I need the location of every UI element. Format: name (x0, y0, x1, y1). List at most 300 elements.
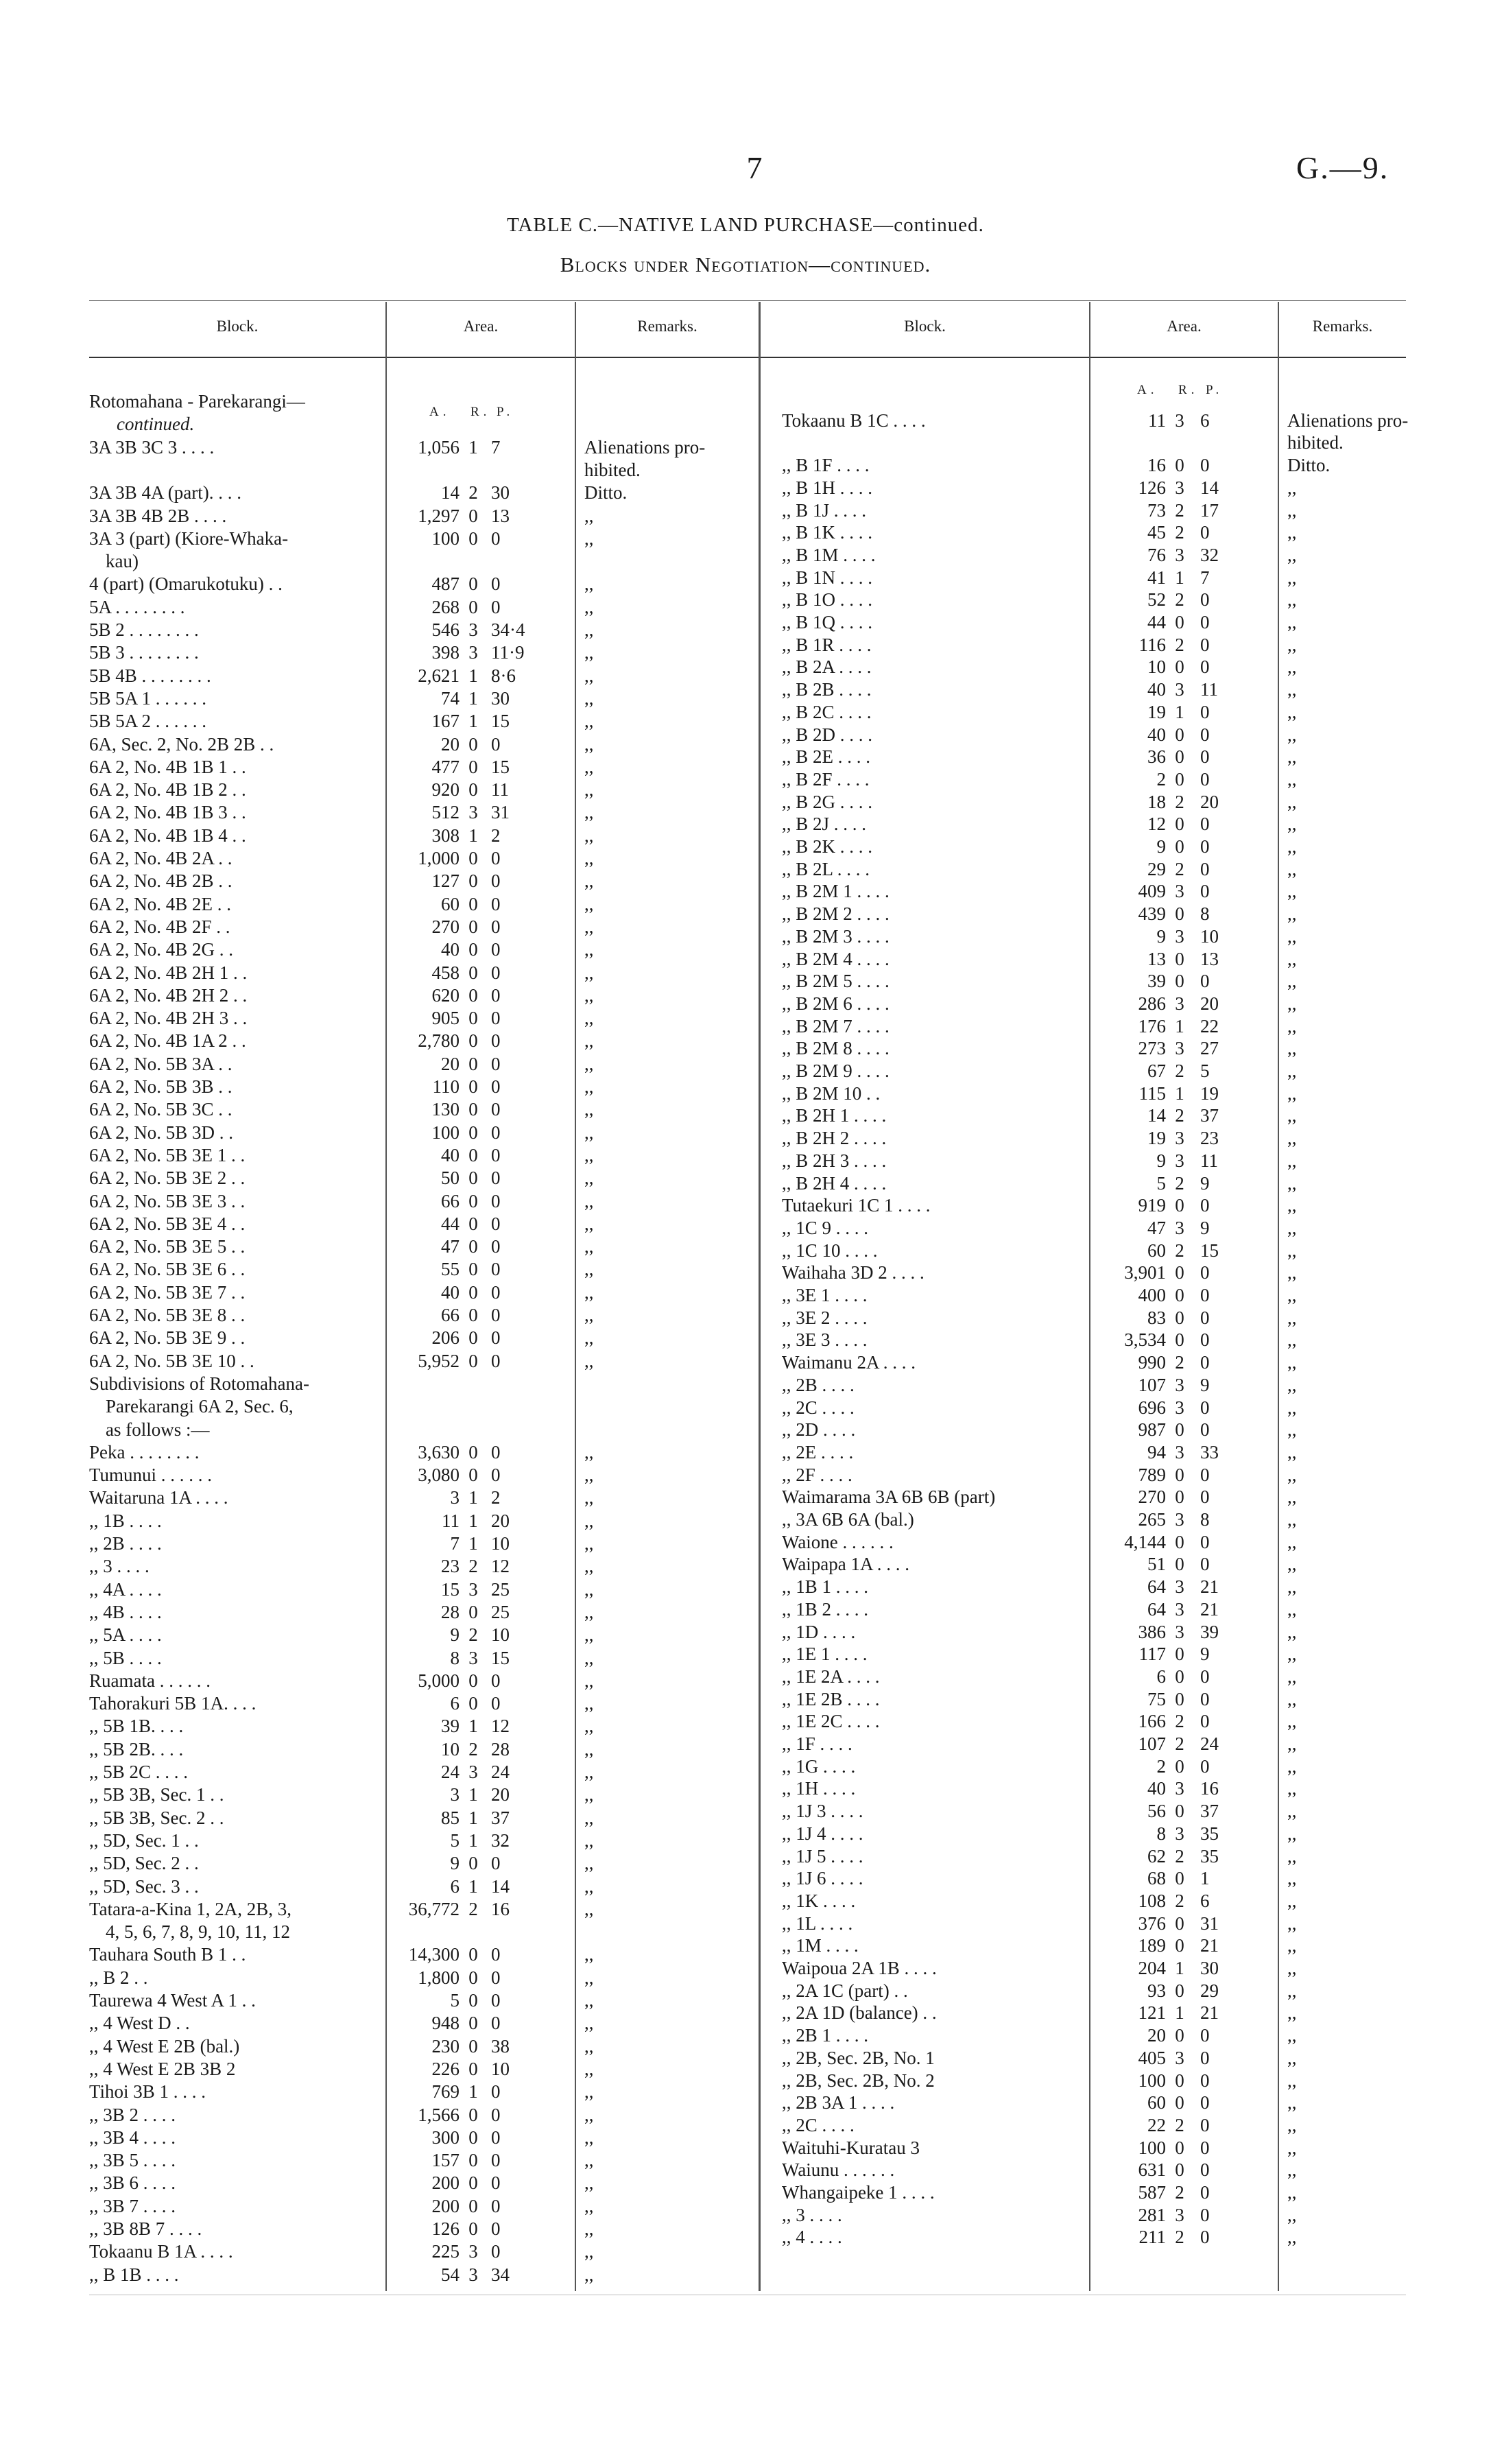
area-acres-cell: 268 (431, 596, 460, 617)
area-acres-cell: 3,080 (418, 1465, 460, 1486)
area-roods-cell: 0 (468, 939, 478, 960)
area-roods-cell: 0 (1175, 768, 1184, 790)
block-cell: 6A 2, No. 5B 3D . . (89, 1122, 234, 1143)
area-acres-cell: 12 (1147, 814, 1166, 835)
remarks-cell: ,, (1287, 1509, 1297, 1530)
area-acres-cell: 18 (1147, 791, 1166, 812)
area-acres-cell: 40 (1147, 1778, 1166, 1799)
block-cell: ,, 1E 2C . . . . (782, 1711, 880, 1732)
block-cell: 3A 3 (part) (Kiore-Whaka- (89, 528, 289, 549)
area-roods-cell: 3 (1175, 993, 1184, 1014)
table-row (0, 2203, 1491, 2227)
block-cell: ,, 4 West E 2B (bal.) (89, 2035, 240, 2057)
area-roods-cell: 0 (1175, 455, 1184, 476)
area-perches-cell: 2 (491, 1487, 501, 1508)
block-cell: ,, B 1M . . . . (782, 544, 876, 565)
area-acres-cell: 115 (1138, 1082, 1166, 1104)
remarks-cell: ,, (584, 1236, 594, 1257)
remarks-cell: ,, (584, 733, 594, 755)
block-cell: ,, B 2M 5 . . . . (782, 971, 890, 992)
area-roods-cell: 0 (1175, 1868, 1184, 1889)
area-acres-cell: 23 (441, 1556, 460, 1577)
table-row (0, 879, 1491, 903)
area-acres-cell: 281 (1138, 2204, 1166, 2225)
area-acres-cell: 121 (1138, 2002, 1166, 2024)
area-perches-cell: 0 (1200, 1688, 1210, 1709)
area-roods-cell: 0 (1175, 1935, 1184, 1956)
table-row (0, 2091, 1491, 2114)
block-cell: ,, 2C . . . . (782, 2114, 855, 2135)
area-acres-cell: 19 (1147, 701, 1166, 722)
table-row (0, 1732, 1491, 1755)
area-acres-cell: 41 (1147, 567, 1166, 588)
area-perches-cell: 0 (1200, 2227, 1210, 2248)
remarks-cell: ,, (1287, 1329, 1297, 1351)
area-perches-cell: 0 (1200, 746, 1210, 768)
block-cell: ,, 2B 1 . . . . (782, 2025, 869, 2046)
remarks-cell: ,, (1287, 1082, 1297, 1104)
area-roods-cell: 0 (1175, 724, 1184, 745)
table-row (0, 1799, 1491, 1823)
remarks-cell: ,, (1287, 2114, 1297, 2135)
unit-roods-right: R. (1178, 383, 1199, 397)
area-perches-cell: 0 (1200, 612, 1210, 632)
block-cell: Taurewa 4 West A 1 . . (89, 1990, 256, 2011)
area-roods-cell: 0 (1175, 1688, 1184, 1709)
block-cell: ,, 1J 6 . . . . (782, 1868, 863, 1889)
area-acres-cell: 116 (1138, 634, 1166, 655)
block-cell: ,, 1D . . . . (782, 1621, 856, 1642)
area-perches-cell: 0 (1200, 522, 1210, 543)
remarks-cell: ,, (584, 1030, 594, 1052)
area-roods-cell: 2 (1175, 1711, 1184, 1732)
area-perches-cell: 0 (491, 1853, 501, 1874)
area-acres-cell: 15 (441, 1578, 460, 1600)
area-roods-cell: 3 (1175, 1576, 1184, 1598)
area-roods-cell: 3 (468, 1578, 478, 1600)
area-roods-cell: 2 (1175, 791, 1184, 812)
area-roods-cell: 3 (1175, 1397, 1184, 1418)
area-acres-cell: 226 (431, 2058, 460, 2079)
area-roods-cell: 0 (468, 962, 478, 983)
area-acres-cell: 204 (1138, 1958, 1166, 1978)
area-perches-cell: 0 (1200, 858, 1210, 879)
block-cell: ,, B 2D . . . . (782, 724, 873, 745)
block-cell: ,, 4A . . . . (89, 1578, 162, 1600)
block-cell: ,, 1B . . . . (89, 1510, 162, 1531)
block-cell: 6A 2, No. 5B 3E 3 . . (89, 1190, 246, 1211)
block-cell: ,, 1H . . . . (782, 1778, 856, 1799)
block-cell: 6A 2, No. 5B 3E 4 . . (89, 1213, 246, 1234)
remarks-cell: ,, (584, 2241, 594, 2262)
area-roods-cell: 0 (468, 505, 478, 526)
remarks-cell: ,, (584, 573, 594, 595)
area-roods-cell: 3 (1175, 410, 1184, 431)
remarks-cell: ,, (584, 1853, 594, 1874)
block-cell: ,, B 2F . . . . (782, 768, 870, 790)
area-acres-cell: 74 (441, 687, 460, 709)
remarks-cell: ,, (584, 1327, 594, 1349)
remarks-cell: ,, (584, 1350, 594, 1371)
block-cell: ,, 5A . . . . (89, 1624, 162, 1646)
area-acres-cell: 100 (1138, 2070, 1166, 2091)
area-perches-cell: 27 (1200, 1038, 1219, 1059)
area-perches-cell: 37 (1200, 1105, 1219, 1126)
area-perches-cell: 24 (1200, 1733, 1219, 1754)
remarks-cell: ,, (584, 2058, 594, 2079)
block-cell: ,, 1K . . . . (782, 1890, 856, 1911)
table-row (0, 790, 1491, 814)
remarks-cell: ,, (1287, 1150, 1297, 1171)
area-roods-cell: 0 (468, 1030, 478, 1052)
area-perches-cell: 13 (491, 505, 510, 526)
area-perches-cell: 0 (491, 962, 501, 983)
block-cell: Tokaanu B 1A . . . . (89, 2241, 233, 2262)
area-acres-cell: 5 (450, 1829, 460, 1851)
table-row (0, 1126, 1491, 1150)
area-perches-cell: 15 (1200, 1240, 1219, 1261)
remarks-cell: ,, (1287, 1912, 1297, 1934)
table-row (0, 1552, 1491, 1576)
area-acres-cell: 376 (1138, 1912, 1166, 1934)
area-roods-cell: 2 (468, 1624, 478, 1646)
area-roods-cell: 3 (1175, 2204, 1184, 2225)
block-cell: 5B 2 . . . . . . . . (89, 619, 199, 640)
remarks-cell: ,, (584, 2013, 594, 2034)
area-roods-cell: 3 (1175, 925, 1184, 947)
table-row (0, 2069, 1491, 2092)
area-roods-cell: 0 (468, 1236, 478, 1257)
area-perches-cell: 32 (1200, 544, 1219, 565)
area-acres-cell: 13 (1147, 948, 1166, 969)
block-cell: ,, 5D, Sec. 2 . . (89, 1853, 199, 1874)
block-cell: ,, B 1Q . . . . (782, 612, 873, 632)
block-cell: ,, 3E 2 . . . . (782, 1307, 868, 1328)
area-perches-cell: 0 (491, 848, 501, 868)
area-perches-cell: 20 (491, 1784, 510, 1805)
area-roods-cell: 2 (1175, 634, 1184, 655)
area-perches-cell: 0 (1200, 1755, 1210, 1777)
block-cell: ,, 3E 1 . . . . (782, 1285, 868, 1305)
area-perches-cell: 5 (1200, 1061, 1210, 1081)
block-cell: ,, 3 . . . . (89, 1556, 150, 1577)
area-perches-cell: 8 (1200, 1509, 1210, 1530)
table-row (0, 768, 1491, 791)
block-cell: 4 (part) (Omarukotuku) . . (89, 573, 283, 595)
area-roods-cell: 0 (468, 916, 478, 937)
remarks-cell: ,, (584, 1122, 594, 1143)
area-roods-cell: 0 (468, 1670, 478, 1691)
area-perches-cell: 0 (1200, 814, 1210, 835)
unit-acres-right: A. (1137, 383, 1158, 397)
area-acres-cell: 67 (1147, 1061, 1166, 1081)
remarks-cell: ,, (584, 1624, 594, 1646)
area-acres-cell: 36,772 (408, 1898, 460, 1919)
remarks-cell: ,, (584, 1738, 594, 1760)
area-acres-cell: 8 (450, 1647, 460, 1668)
remarks-cell: ,, (584, 1465, 594, 1486)
area-roods-cell: 0 (1175, 1554, 1184, 1575)
area-acres-cell: 40 (441, 939, 460, 960)
remarks-cell: ,, (1287, 2159, 1297, 2181)
area-acres-cell: 2,780 (418, 1030, 460, 1052)
area-acres-cell: 1,800 (418, 1967, 460, 1988)
block-cell: ,, 4 West D . . (89, 2013, 190, 2034)
remarks-cell: ,, (1287, 1576, 1297, 1598)
area-perches-cell: 0 (1200, 2204, 1210, 2225)
area-roods-cell: 3 (1175, 1441, 1184, 1462)
remarks-cell: ,, (1287, 1397, 1297, 1418)
area-roods-cell: 0 (1175, 814, 1184, 835)
area-acres-cell: 45 (1147, 522, 1166, 543)
table-row (0, 835, 1491, 858)
area-acres-cell: 5,000 (418, 1670, 460, 1691)
area-acres-cell: 14 (1147, 1105, 1166, 1126)
area-roods-cell: 2 (1175, 1061, 1184, 1081)
area-perches-cell: 0 (1200, 2159, 1210, 2181)
remarks-cell: ,, (584, 1578, 594, 1600)
area-perches-cell: 10 (491, 2058, 510, 2079)
area-acres-cell: 16 (1147, 455, 1166, 476)
remarks-cell: ,, (1287, 1195, 1297, 1216)
area-perches-cell: 15 (491, 1647, 510, 1668)
block-cell: Whangaipeke 1 . . . . (782, 2182, 935, 2203)
area-acres-cell: 9 (450, 1853, 460, 1874)
table-row (0, 1530, 1491, 1554)
block-cell: 6A 2, No. 5B 3B . . (89, 1076, 232, 1097)
block-cell: ,, B 2G . . . . (782, 791, 873, 812)
block-cell: 6A 2, No. 4B 1A 2 . . (89, 1030, 246, 1052)
block-cell: ,, 5B . . . . (89, 1647, 162, 1668)
remarks-cell: ,, (1287, 567, 1297, 588)
area-acres-cell: 1,297 (418, 505, 460, 526)
block-cell: Peka . . . . . . . . (89, 1441, 200, 1462)
remarks-cell: ,, (1287, 522, 1297, 543)
area-perches-cell: 0 (491, 1327, 501, 1349)
area-perches-cell: 0 (1200, 2182, 1210, 2203)
area-acres-cell: 587 (1138, 2182, 1166, 2203)
area-roods-cell: 0 (1175, 1644, 1184, 1665)
remarks-cell: ,, (584, 1556, 594, 1577)
area-perches-cell: 0 (1200, 1464, 1210, 1485)
block-cell: ,, 3B 2 . . . . (89, 2104, 176, 2125)
remarks-cell: ,, (584, 802, 594, 823)
table-row (0, 1709, 1491, 1733)
table-row (0, 2181, 1491, 2204)
table-row (0, 2001, 1491, 2024)
area-perches-cell: 0 (491, 1236, 501, 1257)
table-row (0, 1485, 1491, 1508)
area-acres-cell: 948 (431, 2013, 460, 2034)
remarks-cell: ,, (584, 1168, 594, 1189)
area-perches-cell: 0 (1200, 2047, 1210, 2068)
block-cell: ,, 5B 1B. . . . (89, 1716, 184, 1737)
area-acres-cell: 200 (431, 2172, 460, 2194)
area-acres-cell: 225 (431, 2241, 460, 2262)
remarks-cell: ,, (1287, 2092, 1297, 2113)
area-roods-cell: 0 (1175, 2137, 1184, 2158)
area-perches-cell: 0 (491, 2150, 501, 2171)
area-perches-cell: 35 (1200, 1845, 1219, 1867)
area-roods-cell: 0 (468, 1008, 478, 1029)
area-acres-cell: 2 (1156, 1755, 1166, 1777)
area-perches-cell: 0 (491, 1099, 501, 1120)
area-roods-cell: 0 (1175, 1912, 1184, 1934)
table-row (0, 1082, 1491, 1105)
remarks-cell: ,, (1287, 1644, 1297, 1665)
remarks-cell: ,, (1287, 1688, 1297, 1709)
header-remarks-right: Remarks. (1312, 318, 1373, 335)
block-cell: 6A 2, No. 4B 1B 3 . . (89, 802, 246, 823)
block-cell: ,, 5D, Sec. 1 . . (89, 1829, 199, 1851)
area-perches-cell: 0 (1200, 1307, 1210, 1328)
area-perches-cell: 0 (1200, 1329, 1210, 1351)
block-cell: ,, B 2 . . (89, 1967, 148, 1988)
area-roods-cell: 3 (1175, 1621, 1184, 1642)
area-acres-cell: 189 (1138, 1935, 1166, 1956)
area-acres-cell: 1,056 (418, 436, 460, 458)
area-roods-cell: 0 (1175, 746, 1184, 768)
table-row (0, 431, 1491, 454)
block-cell: Waiunu . . . . . . (782, 2159, 895, 2181)
area-acres-cell: 60 (1147, 1240, 1166, 1261)
remarks-cell: ,, (1287, 634, 1297, 655)
table-row (0, 1620, 1491, 1644)
block-cell: ,, 3E 3 . . . . (782, 1329, 868, 1351)
block-cell: ,, 2B 3A 1 . . . . (782, 2092, 895, 2113)
block-cell: ,, B 1F . . . . (782, 455, 870, 476)
table-row (0, 2024, 1491, 2047)
remarks-cell: ,, (1287, 1061, 1297, 1081)
area-acres-cell: 920 (431, 779, 460, 801)
area-roods-cell: 0 (1175, 1666, 1184, 1687)
remarks-cell: ,, (584, 1807, 594, 1828)
table-row (0, 1015, 1491, 1038)
remarks-cell: ,, (1287, 499, 1297, 521)
remarks-cell: ,, (584, 939, 594, 960)
area-roods-cell: 0 (468, 984, 478, 1006)
table-row (0, 2136, 1491, 2159)
block-cell: ,, 2E . . . . (782, 1441, 854, 1462)
area-perches-cell: 0 (491, 939, 501, 960)
area-acres-cell: 2,621 (418, 665, 460, 686)
area-acres-cell: 631 (1138, 2159, 1166, 2181)
area-perches-cell: 0 (491, 1259, 501, 1280)
area-roods-cell: 0 (1175, 1262, 1184, 1283)
table-row (0, 925, 1491, 948)
area-acres-cell: 6 (1156, 1666, 1166, 1687)
area-perches-cell: 0 (1200, 634, 1210, 655)
block-cell: 6A 2, No. 4B 2F . . (89, 916, 230, 937)
area-acres-cell: 308 (431, 825, 460, 846)
remarks-cell: ,, (584, 1099, 594, 1120)
area-acres-cell: 126 (1138, 477, 1166, 498)
area-acres-cell: 487 (431, 573, 460, 595)
table-row (0, 1036, 1491, 1060)
table-row (0, 1149, 1491, 1172)
area-roods-cell: 3 (1175, 679, 1184, 700)
area-roods-cell: 1 (468, 1716, 478, 1737)
area-roods-cell: 2 (1175, 858, 1184, 879)
area-roods-cell: 1 (1175, 1082, 1184, 1104)
remarks-cell: ,, (584, 1259, 594, 1280)
block-cell: Subdivisions of Rotomahana- (89, 1373, 309, 1394)
area-roods-cell: 0 (1175, 2159, 1184, 2181)
block-cell: ,, 3B 8B 7 . . . . (89, 2218, 202, 2239)
table-row (0, 655, 1491, 678)
remarks-cell: ,, (1287, 589, 1297, 611)
area-perches-cell: 0 (1200, 1486, 1210, 1508)
area-acres-cell: 546 (431, 619, 460, 640)
area-perches-cell: 0 (1200, 1397, 1210, 1418)
table-row (0, 453, 1491, 477)
area-perches-cell: 0 (491, 1465, 501, 1486)
area-perches-cell: 0 (1200, 2114, 1210, 2135)
table-row (0, 902, 1491, 925)
table-row (0, 1642, 1491, 1666)
block-cell: ,, 3B 7 . . . . (89, 2195, 176, 2216)
block-cell: ,, 1G . . . . (782, 1755, 856, 1777)
area-perches-cell: 11 (491, 779, 509, 801)
remarks-cell: ,, (584, 1716, 594, 1737)
remarks-cell: ,, (584, 596, 594, 617)
area-acres-cell: 230 (431, 2035, 460, 2057)
area-acres-cell: 44 (1147, 612, 1166, 632)
area-acres-cell: 273 (1138, 1038, 1166, 1059)
area-roods-cell: 0 (1175, 1195, 1184, 1216)
remarks-cell: ,, (584, 1693, 594, 1714)
area-roods-cell: 0 (468, 528, 478, 549)
area-perches-cell: 0 (491, 1144, 501, 1165)
area-acres-cell: 211 (1138, 2227, 1166, 2248)
area-acres-cell: 3 (450, 1784, 460, 1805)
area-perches-cell: 20 (491, 1510, 510, 1531)
block-cell: ,, B 2M 8 . . . . (782, 1038, 890, 1059)
remarks-cell: ,, (1287, 993, 1297, 1014)
area-acres-cell: 270 (1138, 1486, 1166, 1508)
remarks-cell: ,, (584, 1305, 594, 1325)
table-row (0, 1934, 1491, 1957)
block-cell: ,, 5B 2B. . . . (89, 1738, 184, 1760)
table-row (0, 1172, 1491, 1195)
block-cell: 6A 2, No. 5B 3E 5 . . (89, 1236, 246, 1257)
area-roods-cell: 2 (1175, 2114, 1184, 2135)
area-roods-cell: 0 (468, 893, 478, 914)
area-perches-cell: 0 (491, 1350, 501, 1371)
area-perches-cell: 0 (1200, 656, 1210, 678)
table-row (0, 1373, 1491, 1397)
table-row (0, 611, 1491, 634)
area-perches-cell: 1 (1200, 1868, 1210, 1889)
remarks-cell: ,, (1287, 836, 1297, 857)
area-perches-cell: 0 (1200, 1262, 1210, 1283)
remarks-cell: ,, (1287, 971, 1297, 992)
area-roods-cell: 3 (468, 642, 478, 663)
area-perches-cell: 0 (491, 2241, 501, 2262)
area-roods-cell: 3 (1175, 1128, 1184, 1149)
area-acres-cell: 22 (1147, 2114, 1166, 2135)
area-acres-cell: 9 (450, 1624, 460, 1646)
area-perches-cell: 0 (491, 1305, 501, 1325)
area-perches-cell: 29 (1200, 1980, 1219, 2001)
area-acres-cell: 44 (441, 1213, 460, 1234)
area-acres-cell: 5 (450, 1990, 460, 2011)
area-perches-cell: 0 (491, 916, 501, 937)
block-cell: Tokaanu B 1C . . . . (782, 410, 926, 431)
area-roods-cell: 2 (1175, 1733, 1184, 1754)
area-roods-cell: 0 (1175, 948, 1184, 969)
area-acres-cell: 9 (1156, 1150, 1166, 1171)
